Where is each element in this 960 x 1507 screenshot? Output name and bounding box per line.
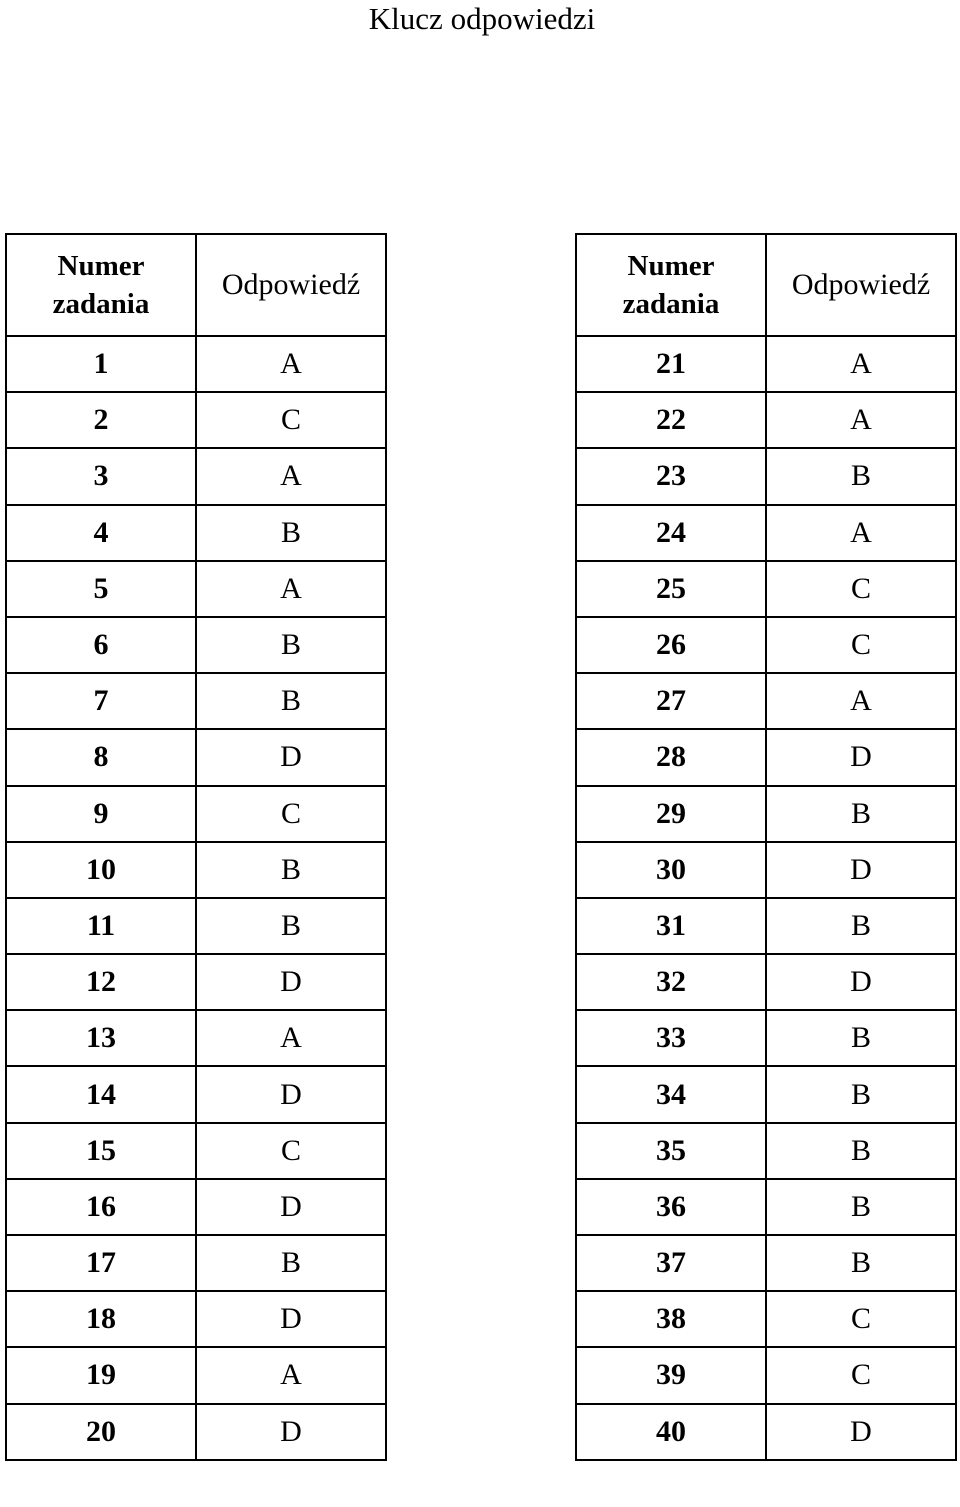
task-number-cell: 10 bbox=[6, 842, 196, 898]
answer-cell: D bbox=[196, 1291, 386, 1347]
answer-cell: B bbox=[766, 1179, 956, 1235]
table-row bbox=[576, 1347, 956, 1403]
task-number-cell: 40 bbox=[576, 1404, 766, 1460]
table-row bbox=[6, 1404, 386, 1460]
table-row bbox=[576, 786, 956, 842]
table-row bbox=[6, 448, 386, 504]
answer-cell: D bbox=[196, 1404, 386, 1460]
answer-cell: B bbox=[766, 1066, 956, 1122]
table-body bbox=[576, 336, 956, 1460]
table-row bbox=[6, 898, 386, 954]
table-row bbox=[576, 673, 956, 729]
table-body bbox=[6, 336, 386, 1460]
table-row bbox=[6, 954, 386, 1010]
table-row bbox=[6, 1066, 386, 1122]
answer-cell: A bbox=[766, 673, 956, 729]
answer-cell: B bbox=[766, 1123, 956, 1179]
task-number-cell: 36 bbox=[576, 1179, 766, 1235]
table-row bbox=[576, 729, 956, 785]
task-number-cell: 26 bbox=[576, 617, 766, 673]
answer-cell: C bbox=[196, 392, 386, 448]
table-row bbox=[576, 561, 956, 617]
task-number-cell: 28 bbox=[576, 729, 766, 785]
task-number-cell: 13 bbox=[6, 1010, 196, 1066]
task-number-cell: 7 bbox=[6, 673, 196, 729]
table-row bbox=[576, 448, 956, 504]
column-header-answer: Odpowiedź bbox=[196, 234, 386, 336]
task-number-cell: 23 bbox=[576, 448, 766, 504]
answer-cell: D bbox=[766, 842, 956, 898]
table-row bbox=[576, 842, 956, 898]
table-row bbox=[576, 954, 956, 1010]
task-number-cell: 6 bbox=[6, 617, 196, 673]
task-number-cell: 14 bbox=[6, 1066, 196, 1122]
answer-cell: D bbox=[766, 1404, 956, 1460]
task-number-cell: 21 bbox=[576, 336, 766, 392]
answer-cell: D bbox=[766, 954, 956, 1010]
task-number-cell: 39 bbox=[576, 1347, 766, 1403]
answer-table-left bbox=[5, 233, 387, 1461]
task-number-cell: 17 bbox=[6, 1235, 196, 1291]
table-row bbox=[576, 505, 956, 561]
answer-cell: C bbox=[196, 1123, 386, 1179]
table-row bbox=[6, 842, 386, 898]
answer-cell: D bbox=[196, 729, 386, 785]
table-row bbox=[6, 505, 386, 561]
table-row bbox=[576, 617, 956, 673]
answer-cell: C bbox=[196, 786, 386, 842]
table-row bbox=[576, 1404, 956, 1460]
column-header-number: Numer zadania bbox=[6, 234, 196, 336]
table-row bbox=[576, 1010, 956, 1066]
table-row bbox=[6, 392, 386, 448]
task-number-cell: 25 bbox=[576, 561, 766, 617]
answer-cell: B bbox=[196, 842, 386, 898]
table-row bbox=[6, 1291, 386, 1347]
answer-cell: A bbox=[196, 1010, 386, 1066]
page-title: Klucz odpowiedzi bbox=[368, 1, 596, 36]
task-number-cell: 8 bbox=[6, 729, 196, 785]
task-number-cell: 15 bbox=[6, 1123, 196, 1179]
task-number-cell: 30 bbox=[576, 842, 766, 898]
table-row bbox=[6, 1010, 386, 1066]
answer-cell: A bbox=[196, 561, 386, 617]
answer-cell: B bbox=[766, 1235, 956, 1291]
table-row bbox=[6, 1347, 386, 1403]
table-row bbox=[6, 786, 386, 842]
table-row bbox=[576, 1291, 956, 1347]
table-header-row bbox=[576, 234, 956, 336]
answer-cell: A bbox=[196, 336, 386, 392]
answer-cell: B bbox=[196, 673, 386, 729]
answer-cell: A bbox=[196, 1347, 386, 1403]
table-row bbox=[576, 392, 956, 448]
table-row bbox=[576, 1235, 956, 1291]
table-row bbox=[6, 336, 386, 392]
task-number-cell: 38 bbox=[576, 1291, 766, 1347]
column-header-number: Numer zadania bbox=[576, 234, 766, 336]
answer-cell: C bbox=[766, 561, 956, 617]
table-row bbox=[6, 1179, 386, 1235]
task-number-cell: 20 bbox=[6, 1404, 196, 1460]
table-row bbox=[6, 561, 386, 617]
answer-cell: D bbox=[196, 1179, 386, 1235]
answer-cell: A bbox=[196, 448, 386, 504]
task-number-cell: 27 bbox=[576, 673, 766, 729]
answer-cell: D bbox=[196, 1066, 386, 1122]
task-number-cell: 16 bbox=[6, 1179, 196, 1235]
task-number-cell: 5 bbox=[6, 561, 196, 617]
task-number-cell: 11 bbox=[6, 898, 196, 954]
table-row bbox=[6, 1123, 386, 1179]
answer-cell: C bbox=[766, 1347, 956, 1403]
task-number-cell: 24 bbox=[576, 505, 766, 561]
task-number-cell: 19 bbox=[6, 1347, 196, 1403]
answer-cell: B bbox=[766, 898, 956, 954]
task-number-cell: 4 bbox=[6, 505, 196, 561]
table-row bbox=[576, 1066, 956, 1122]
table-row bbox=[6, 617, 386, 673]
table-row bbox=[576, 1179, 956, 1235]
answer-table-right bbox=[575, 233, 957, 1461]
answer-cell: D bbox=[766, 729, 956, 785]
task-number-cell: 9 bbox=[6, 786, 196, 842]
table-header-row bbox=[6, 234, 386, 336]
task-number-cell: 3 bbox=[6, 448, 196, 504]
answer-cell: A bbox=[766, 505, 956, 561]
answer-cell: B bbox=[196, 505, 386, 561]
answer-cell: C bbox=[766, 617, 956, 673]
task-number-cell: 35 bbox=[576, 1123, 766, 1179]
table-row bbox=[6, 729, 386, 785]
table-row bbox=[6, 1235, 386, 1291]
task-number-cell: 31 bbox=[576, 898, 766, 954]
task-number-cell: 18 bbox=[6, 1291, 196, 1347]
answer-cell: B bbox=[196, 617, 386, 673]
task-number-cell: 1 bbox=[6, 336, 196, 392]
table-row bbox=[576, 1123, 956, 1179]
task-number-cell: 37 bbox=[576, 1235, 766, 1291]
task-number-cell: 34 bbox=[576, 1066, 766, 1122]
table-row bbox=[576, 336, 956, 392]
task-number-cell: 33 bbox=[576, 1010, 766, 1066]
answer-cell: B bbox=[196, 898, 386, 954]
table-row bbox=[576, 898, 956, 954]
column-header-answer: Odpowiedź bbox=[766, 234, 956, 336]
answer-cell: A bbox=[766, 336, 956, 392]
answer-cell: B bbox=[196, 1235, 386, 1291]
task-number-cell: 29 bbox=[576, 786, 766, 842]
task-number-cell: 22 bbox=[576, 392, 766, 448]
task-number-cell: 32 bbox=[576, 954, 766, 1010]
answer-cell: B bbox=[766, 1010, 956, 1066]
task-number-cell: 2 bbox=[6, 392, 196, 448]
table-row bbox=[6, 673, 386, 729]
answer-cell: B bbox=[766, 448, 956, 504]
task-number-cell: 12 bbox=[6, 954, 196, 1010]
answer-cell: D bbox=[196, 954, 386, 1010]
answer-cell: C bbox=[766, 1291, 956, 1347]
answer-cell: B bbox=[766, 786, 956, 842]
answer-cell: A bbox=[766, 392, 956, 448]
